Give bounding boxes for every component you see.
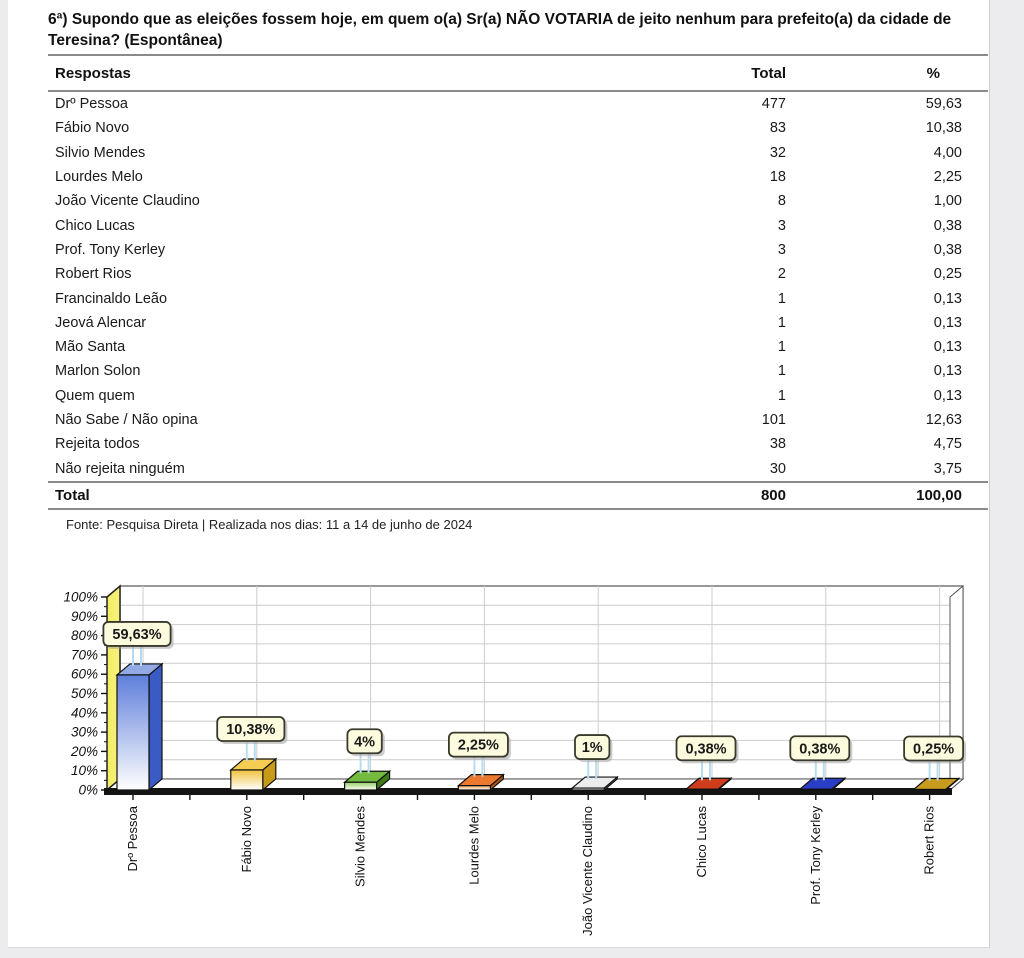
svg-text:20%: 20% [70,743,98,759]
cell-pct: 0,13 [933,314,962,331]
table-row [48,165,988,189]
svg-text:59,63%: 59,63% [112,626,162,643]
total-pct: 100,00 [916,486,962,504]
cell-total: 38 [769,436,786,453]
cell-resposta: Chico Lucas [55,217,135,234]
cell-pct: 3,75 [933,460,962,477]
rejection-bar-chart [40,570,980,948]
svg-text:60%: 60% [70,666,98,682]
cell-resposta: Lourdes Melo [55,169,143,186]
cell-pct: 12,63 [925,412,962,428]
cell-resposta: Prof. Tony Kerley [55,241,166,258]
table-row [48,189,988,213]
cell-total: 1 [777,387,786,404]
header-total: Total [751,64,786,82]
table-row [48,432,988,456]
svg-text:Drº Pessoa: Drº Pessoa [125,806,140,872]
svg-text:80%: 80% [70,628,98,644]
svg-text:10,38%: 10,38% [226,721,276,738]
cell-pct: 1,00 [933,193,962,210]
total-label: Total [55,486,90,504]
cell-total: 3 [777,217,786,234]
svg-text:Fábio Novo: Fábio Novo [238,806,254,873]
results-table [48,54,988,532]
question-title: 6ª) Supondo que as eleições fossem hoje, em quem o(a) Sr(a) NÃO VOTARIA de jeito nenhum para prefeito(a) da cidade de Teresina? (Espontânea) [48,11,952,49]
table-row [48,456,988,480]
svg-text:100%: 100% [63,589,98,605]
cell-total: 2 [777,266,786,283]
svg-text:30%: 30% [70,724,98,740]
cell-total: 32 [769,144,786,161]
cell-resposta: Não Sabe / Não opina [55,412,198,428]
cell-pct: 0,25 [933,266,962,283]
table-row [48,311,988,335]
results-tbody [48,92,988,481]
table-header-row [48,56,988,92]
cell-total: 477 [761,96,786,113]
source-note: Fonte: Pesquisa Direta | Realizada nos dias: 11 a 14 de junho de 2024 [66,516,473,532]
cell-pct: 10,38 [925,120,962,137]
table-row [48,384,988,408]
cell-resposta: Francinaldo Leão [55,290,168,307]
svg-text:0%: 0% [78,782,98,798]
cell-total: 8 [777,193,786,210]
cell-pct: 0,38 [933,241,962,258]
cell-pct: 4,75 [933,436,962,453]
svg-text:Chico Lucas: Chico Lucas [694,806,709,878]
header-respostas: Respostas [55,64,131,82]
table-row [48,238,988,262]
cell-pct: 0,13 [933,387,962,404]
cell-resposta: Fábio Novo [55,120,130,137]
cell-pct: 0,13 [933,290,962,307]
cell-resposta: Drº Pessoa [55,96,128,113]
cell-resposta: Robert Rios [55,266,132,283]
cell-total: 18 [769,169,786,186]
svg-text:0,25%: 0,25% [913,741,955,758]
cell-resposta: Não rejeita ninguém [55,460,185,477]
svg-text:0,38%: 0,38% [685,741,727,758]
cell-total: 83 [769,120,786,137]
cell-pct: 0,13 [933,339,962,356]
svg-text:João Vicente Claudino: João Vicente Claudino [580,806,596,936]
table-row [48,92,988,116]
cell-resposta: Jeová Alencar [55,314,147,331]
svg-text:40%: 40% [70,705,98,721]
svg-text:Robert Rios: Robert Rios [921,806,937,875]
cell-resposta: Mão Santa [55,339,126,356]
document-page [8,0,990,948]
table-row [48,335,988,359]
table-row [48,141,988,165]
svg-text:70%: 70% [70,647,98,663]
cell-total: 1 [777,314,786,331]
total-count: 800 [760,486,786,504]
svg-text:Silvio Mendes: Silvio Mendes [352,806,368,887]
table-row [48,116,988,140]
cell-total: 1 [777,290,786,307]
svg-text:Prof. Tony Kerley: Prof. Tony Kerley [807,806,823,905]
cell-pct: 4,00 [933,144,962,161]
svg-text:90%: 90% [70,608,98,624]
cell-resposta: João Vicente Claudino [55,193,200,210]
cell-pct: 0,38 [933,217,962,234]
table-row [48,408,988,432]
svg-text:50%: 50% [70,686,98,701]
svg-text:1%: 1% [581,740,603,757]
cell-total: 1 [777,363,786,380]
header-pct: % [926,64,940,82]
cell-pct: 2,25 [933,169,962,186]
cell-resposta: Silvio Mendes [55,144,146,161]
table-row [48,359,988,383]
table-row [48,286,988,310]
total-row [48,481,988,510]
cell-total: 101 [761,412,786,428]
table-row [48,262,988,286]
svg-text:4%: 4% [354,734,376,751]
cell-resposta: Quem quem [55,387,135,404]
svg-text:0,38%: 0,38% [799,741,841,758]
svg-text:Lourdes Melo: Lourdes Melo [466,806,482,885]
svg-text:2,25%: 2,25% [457,737,499,754]
cell-pct: 0,13 [933,363,962,380]
table-row [48,213,988,237]
svg-text:10%: 10% [70,763,98,779]
cell-total: 1 [777,339,786,356]
cell-total: 30 [769,460,786,477]
cell-total: 3 [777,241,786,258]
cell-pct: 59,63 [925,96,962,113]
cell-resposta: Rejeita todos [55,436,140,453]
cell-resposta: Marlon Solon [55,363,141,380]
